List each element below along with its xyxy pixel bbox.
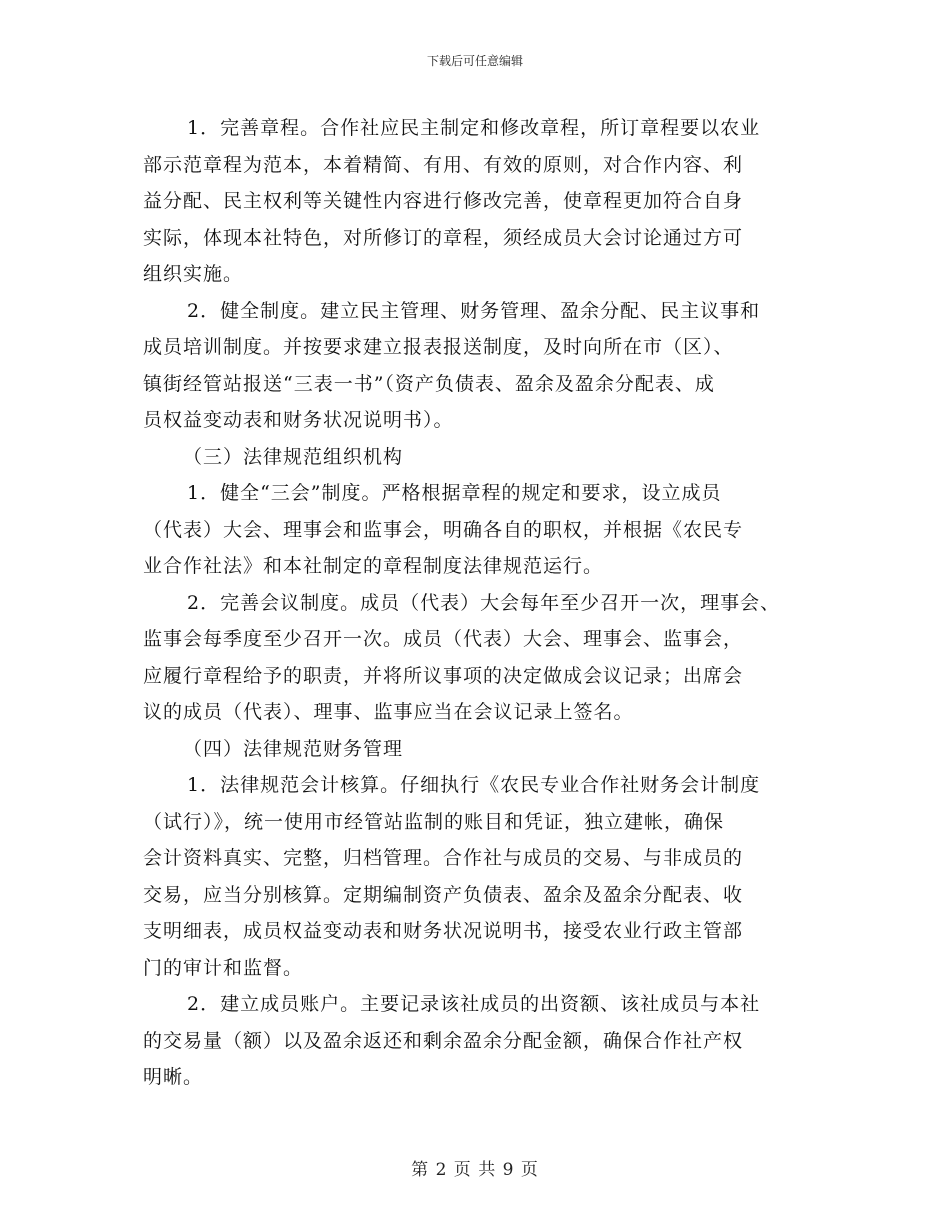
paragraph [143, 475, 823, 585]
text-line: 明晰。 [143, 1066, 204, 1088]
document-body [143, 110, 823, 1096]
text-line: 2．完善会议制度。成员（代表）大会每年至少召开一次，理事会、 [187, 591, 781, 614]
paragraph [143, 986, 823, 1096]
text-line: 成员培训制度。并按要求建立报表报送制度，及时向所在市（区）、 [143, 336, 734, 358]
text-line: 业合作社法》和本社制定的章程制度法律规范运行。 [143, 555, 604, 577]
text-line: 实际，体现本社特色，对所修订的章程，须经成员大会讨论通过方可 [143, 226, 744, 249]
page-footer: 第 2 页 共 9 页 [411, 1160, 539, 1180]
text-line: 2．建立成员账户。主要记录该社成员的出资额、该社成员与本社 [187, 993, 761, 1015]
page-header: 下载后可任意编辑 [426, 54, 523, 68]
text-line: 会计资料真实、完整，归档管理。合作社与成员的交易、与非成员的 [143, 847, 744, 869]
text-line: 1．完善章程。合作社应民主制定和修改章程，所订章程要以农业 [187, 117, 761, 139]
paragraph [143, 767, 823, 986]
text-line: 支明细表，成员权益变动表和财务状况说明书，接受农业行政主管部 [143, 920, 744, 942]
text-line: 的交易量（额）以及盈余返还和剩余盈余分配金额，确保合作社产权 [143, 1029, 744, 1052]
text-line: 门的审计和监督。 [143, 956, 304, 979]
text-line: 应履行章程给予的职责，并将所议事项的决定做成会议记录；出席会 [143, 664, 744, 687]
paragraph [143, 585, 823, 731]
paragraph [143, 293, 823, 439]
text-line: 部示范章程为范本，本着精简、有用、有效的原则，对合作内容、利 [143, 153, 744, 176]
text-line: 益分配、民主权利等关键性内容进行修改完善，使章程更加符合自身 [143, 190, 744, 212]
text-line: 交易，应当分别核算。定期编制资产负债表、盈余及盈余分配表、收 [143, 883, 744, 906]
text-line: 2．健全制度。建立民主管理、财务管理、盈余分配、民主议事和 [187, 299, 761, 322]
section-heading [143, 731, 823, 768]
text-line: （代表）大会、理事会和监事会，明确各自的职权，并根据《农民专 [143, 518, 744, 541]
text-line: （三）法律规范组织机构 [183, 445, 404, 468]
text-line: 1．健全“三会”制度。严格根据章程的规定和要求，设立成员 [187, 482, 722, 504]
text-line: （四）法律规范财务管理 [183, 737, 404, 760]
text-line: 议的成员（代表）、理事、监事应当在会议记录上签名。 [143, 701, 634, 723]
text-line: 员权益变动表和财务状况说明书）。 [143, 409, 454, 431]
text-line: 1．法律规范会计核算。仔细执行《农民专业合作社财务会计制度 [187, 774, 761, 796]
paragraph [143, 110, 823, 293]
text-line: 组织实施。 [143, 263, 244, 285]
section-heading [143, 439, 823, 476]
text-line: 镇街经管站报送“三表一书”（资产负债表、盈余及盈余分配表、成 [143, 372, 715, 395]
text-line: 监事会每季度至少召开一次。成员（代表）大会、理事会、监事会， [143, 628, 744, 650]
text-line: （试行）》，统一使用市经管站监制的账目和凭证，独立建帐，确保 [143, 810, 725, 833]
